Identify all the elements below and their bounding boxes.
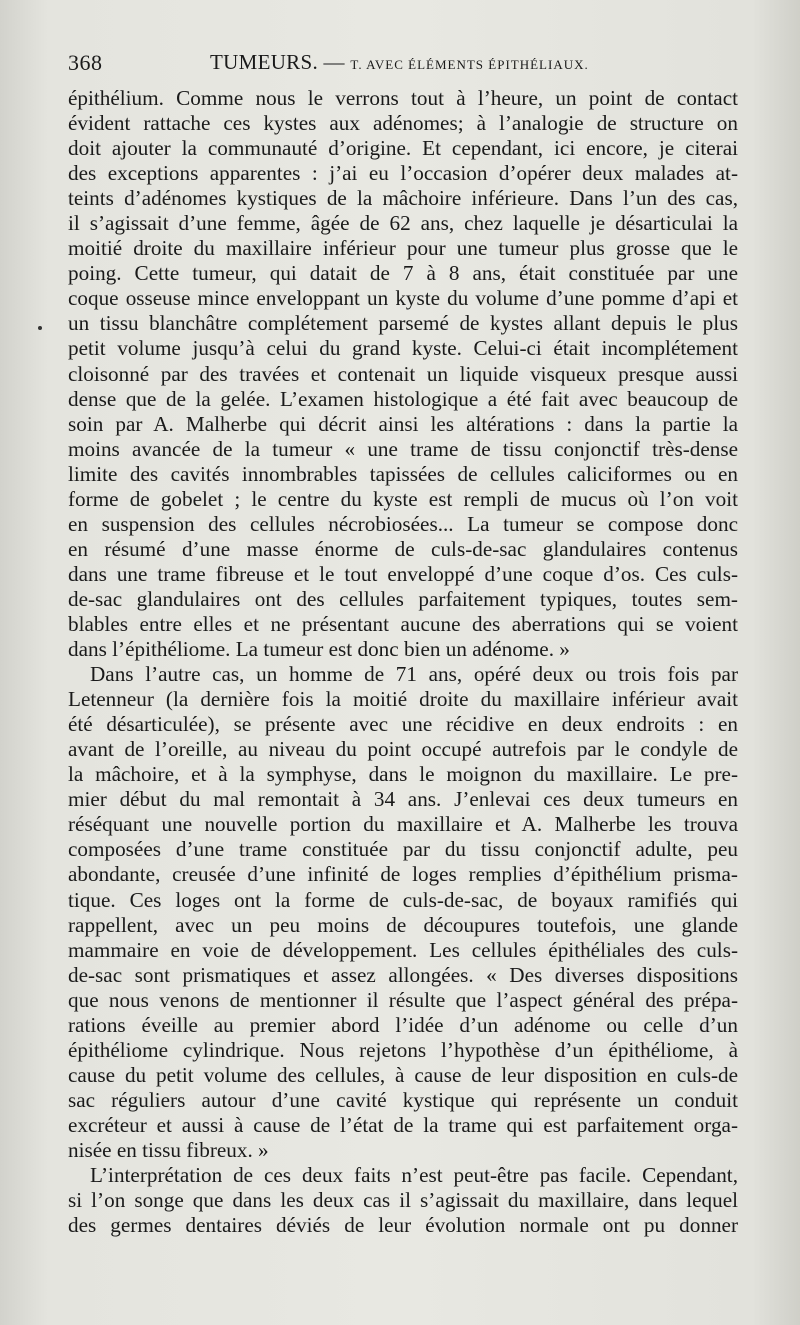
text-line: des exceptions apparentes : j’ai eu l’occasion d’opérer deux malades at- [68, 161, 738, 186]
text-line: L’interprétation de ces deux faits n’est peut-être pas facile. Cependant, [90, 1163, 738, 1188]
text-line: de-sac glandulaires ont des cellules parfaitement typiques, toutes sem- [68, 586, 738, 611]
text-line: nisée en tissu fibreux. » [68, 1137, 269, 1162]
running-title-main: TUMEURS. — [210, 50, 345, 74]
running-header [68, 50, 738, 84]
text-line: poing. Cette tumeur, qui datait de 7 à 8 ans, était constituée par une [68, 261, 738, 286]
text-line: limite des cavités innombrables tapissées de cellules caliciformes ou en [68, 461, 738, 486]
text-line: avant de l’oreille, au niveau du point occupé autrefois par le condyle de [68, 737, 738, 762]
text-line: la mâchoire, et à la symphyse, dans le moignon du maxillaire. Le pre- [68, 762, 738, 787]
text-line: si l’on songe que dans les deux cas il s’agissait du maxillaire, dans lequel [68, 1188, 738, 1213]
text-line: mammaire en voie de développement. Les cellules épithéliales des culs- [68, 937, 738, 962]
running-title [210, 50, 589, 75]
text-line: teints d’adénomes kystiques de la mâchoire inférieure. Dans l’un des cas, [68, 186, 738, 211]
text-line: réséquant une nouvelle portion du maxillaire et A. Malherbe les trouva [68, 812, 738, 837]
page-number: 368 [68, 50, 103, 75]
text-line: moitié droite du maxillaire inférieur pour une tumeur plus grosse que le [68, 236, 738, 261]
text-line: dense que de la gelée. L’examen histologique a été fait avec beaucoup de [68, 386, 738, 411]
text-line: excréteur et aussi à cause de l’état de la trame qui est parfaitement orga- [68, 1112, 738, 1137]
text-line: un tissu blanchâtre complétement parsemé de kystes allant depuis le plus [68, 311, 738, 336]
text-line: épithéliome cylindrique. Nous rejetons l’hypothèse d’un épithéliome, à [68, 1037, 738, 1062]
text-line: des germes dentaires déviés de leur évolution normale ont pu donner [68, 1213, 738, 1238]
text-line: moins avancée de la tumeur « une trame de tissu conjonctif très-dense [68, 436, 738, 461]
body-text [68, 86, 738, 1238]
text-line: évident rattache ces kystes aux adénomes; à l’analogie de structure on [68, 111, 738, 136]
text-line: tique. Ces loges ont la forme de culs-de-sac, de boyaux ramifiés qui [68, 887, 738, 912]
running-title-sub: T. AVEC ÉLÉMENTS ÉPITHÉLIAUX. [350, 57, 589, 72]
text-line: forme de gobelet ; le centre du kyste est rempli de mucus où l’on voit [68, 486, 738, 511]
text-line: été désarticulée), se présente avec une récidive en deux endroits : en [68, 712, 738, 737]
text-line: blables entre elles et ne présentant aucune des aberrations qui se voient [68, 611, 738, 636]
text-line: dans l’épithéliome. La tumeur est donc bien un adénome. » [68, 637, 570, 662]
text-line: sac réguliers autour d’une cavité kystique qui représente un conduit [68, 1087, 738, 1112]
text-line: rations éveille au premier abord l’idée d’un adénome ou celle d’un [68, 1012, 738, 1037]
text-line: dans une trame fibreuse et le tout enveloppé d’une coque d’os. Ces culs- [68, 561, 738, 586]
margin-mark [38, 326, 42, 330]
text-line: composées d’une trame constituée par du tissu conjonctif adulte, peu [68, 837, 738, 862]
text-line: Letenneur (la dernière fois la moitié droite du maxillaire inférieur avait [68, 687, 738, 712]
text-line: il s’agissait d’une femme, âgée de 62 ans, chez laquelle je désarticulai la [68, 211, 738, 236]
text-line: rappellent, avec un peu moins de découpures toutefois, une glande [68, 912, 738, 937]
text-line: Dans l’autre cas, un homme de 71 ans, opéré deux ou trois fois par [90, 662, 738, 687]
text-line: de-sac sont prismatiques et assez allongées. « Des diverses dispositions [68, 962, 738, 987]
text-line: en résumé d’une masse énorme de culs-de-sac glandulaires contenus [68, 536, 738, 561]
text-line: coque osseuse mince enveloppant un kyste du volume d’une pomme d’api et [68, 286, 738, 311]
text-line: soin par A. Malherbe qui décrit ainsi les altérations : dans la partie la [68, 411, 738, 436]
text-line: que nous venons de mentionner il résulte que l’aspect général des prépa- [68, 987, 738, 1012]
text-line: épithélium. Comme nous le verrons tout à l’heure, un point de contact [68, 86, 738, 110]
text-line: mier début du mal remontait à 34 ans. J’enlevai ces deux tumeurs en [68, 787, 738, 812]
text-line: en suspension des cellules nécrobiosées... La tumeur se compose donc [68, 511, 738, 536]
text-line: doit ajouter la communauté d’origine. Et cependant, ici encore, je citerai [68, 136, 738, 161]
text-line: cloisonné par des travées et contenait un liquide visqueux presque aussi [68, 361, 738, 386]
text-line: petit volume jusqu’à celui du grand kyste. Celui-ci était incomplétement [68, 336, 738, 361]
text-line: abondante, creusée d’une infinité de loges remplies d’épithélium prisma- [68, 862, 738, 887]
text-line: cause du petit volume des cellules, à cause de leur disposition en culs-de [68, 1062, 738, 1087]
